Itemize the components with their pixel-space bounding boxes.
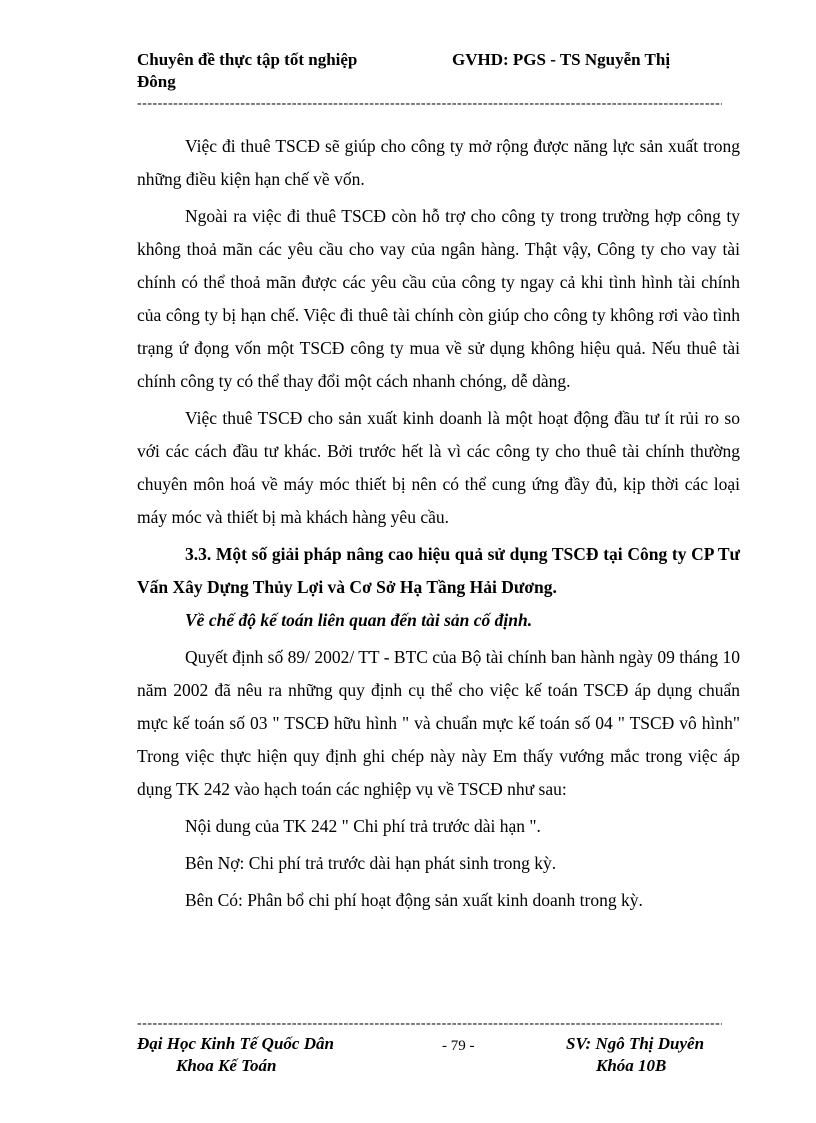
section-heading: 3.3. Một số giải pháp nâng cao hiệu quả sử dụng TSCĐ tại Công ty CP Tư Vấn Xây Dựng Thủy Lợi và Cơ Sở Hạ Tầng Hải Dương. <box>137 544 740 597</box>
paragraph-5: Nội dung của TK 242 " Chi phí trả trước dài hạn ". <box>185 816 541 836</box>
paragraph-4: Quyết định số 89/ 2002/ TT - BTC của Bộ tài chính ban hành ngày 09 tháng 10 năm 2002 đã nêu ra những quy định cụ thể cho việc kế toán TSCĐ áp dụng chuẩn mực kế toán số 03 " TSCĐ hữu hình " và chuẩn mực kế toán số 04 " TSCĐ vô hình" Trong việc thực hiện quy định ghi chép này này Em thấy vướng mắc trong việc áp dụng TK 242 vào hạch toán các nghiệp vụ về TSCĐ như sau: <box>137 647 740 799</box>
footer-faculty: Khoa Kế Toán <box>176 1056 277 1075</box>
header-title-continuation: Đông <box>137 72 176 91</box>
header-title-left: Chuyên đề thực tập tốt nghiệp <box>137 50 358 69</box>
page-number: - 79 - <box>442 1038 475 1054</box>
paragraph-1: Việc đi thuê TSCĐ sẽ giúp cho công ty mở rộng được năng lực sản xuất trong những điều kiện hạn chế về vốn. <box>137 136 740 189</box>
paragraph-2: Ngoài ra việc đi thuê TSCĐ còn hỗ trợ cho công ty trong trường hợp công ty không thoả mãn các yêu cầu cho vay của ngân hàng. Thật vậy, Công ty cho vay tài chính có thể thoả mãn được các yêu cầu của công ty ngay cả khi tình hình tài chính của công ty bị hạn chế. Việc đi thuê tài chính còn giúp cho công ty không rơi vào tình trạng ứ đọng vốn một TSCĐ công ty mua về sử dụng không hiệu quả. Nếu thuê tài chính công ty có thể thay đổi một cách nhanh chóng, dễ dàng. <box>137 206 740 391</box>
header-divider <box>137 97 722 111</box>
footer-divider <box>137 1017 722 1031</box>
page-body <box>137 130 740 917</box>
footer-class: Khóa 10B <box>596 1056 667 1075</box>
paragraph-6: Bên Nợ: Chi phí trả trước dài hạn phát sinh trong kỳ. <box>185 853 557 873</box>
header-title-right: GVHD: PGS - TS Nguyễn Thị <box>452 50 671 69</box>
section-subheading: Về chế độ kế toán liên quan đến tài sản cố định. <box>185 610 533 630</box>
paragraph-3: Việc thuê TSCĐ cho sản xuất kinh doanh là một hoạt động đầu tư ít rủi ro so với các cách đầu tư khác. Bởi trước hết là vì các công ty cho thuê tài chính thường chuyên môn hoá về máy móc thiết bị nên có thể cung ứng đầy đủ, kịp thời các loại máy móc và thiết bị mà khách hàng yêu cầu. <box>137 408 740 527</box>
paragraph-7: Bên Có: Phân bổ chi phí hoạt động sản xuất kinh doanh trong kỳ. <box>185 890 643 910</box>
footer-university: Đại Học Kinh Tế Quốc Dân <box>137 1034 334 1053</box>
footer-student: SV: Ngô Thị Duyên <box>566 1034 705 1053</box>
